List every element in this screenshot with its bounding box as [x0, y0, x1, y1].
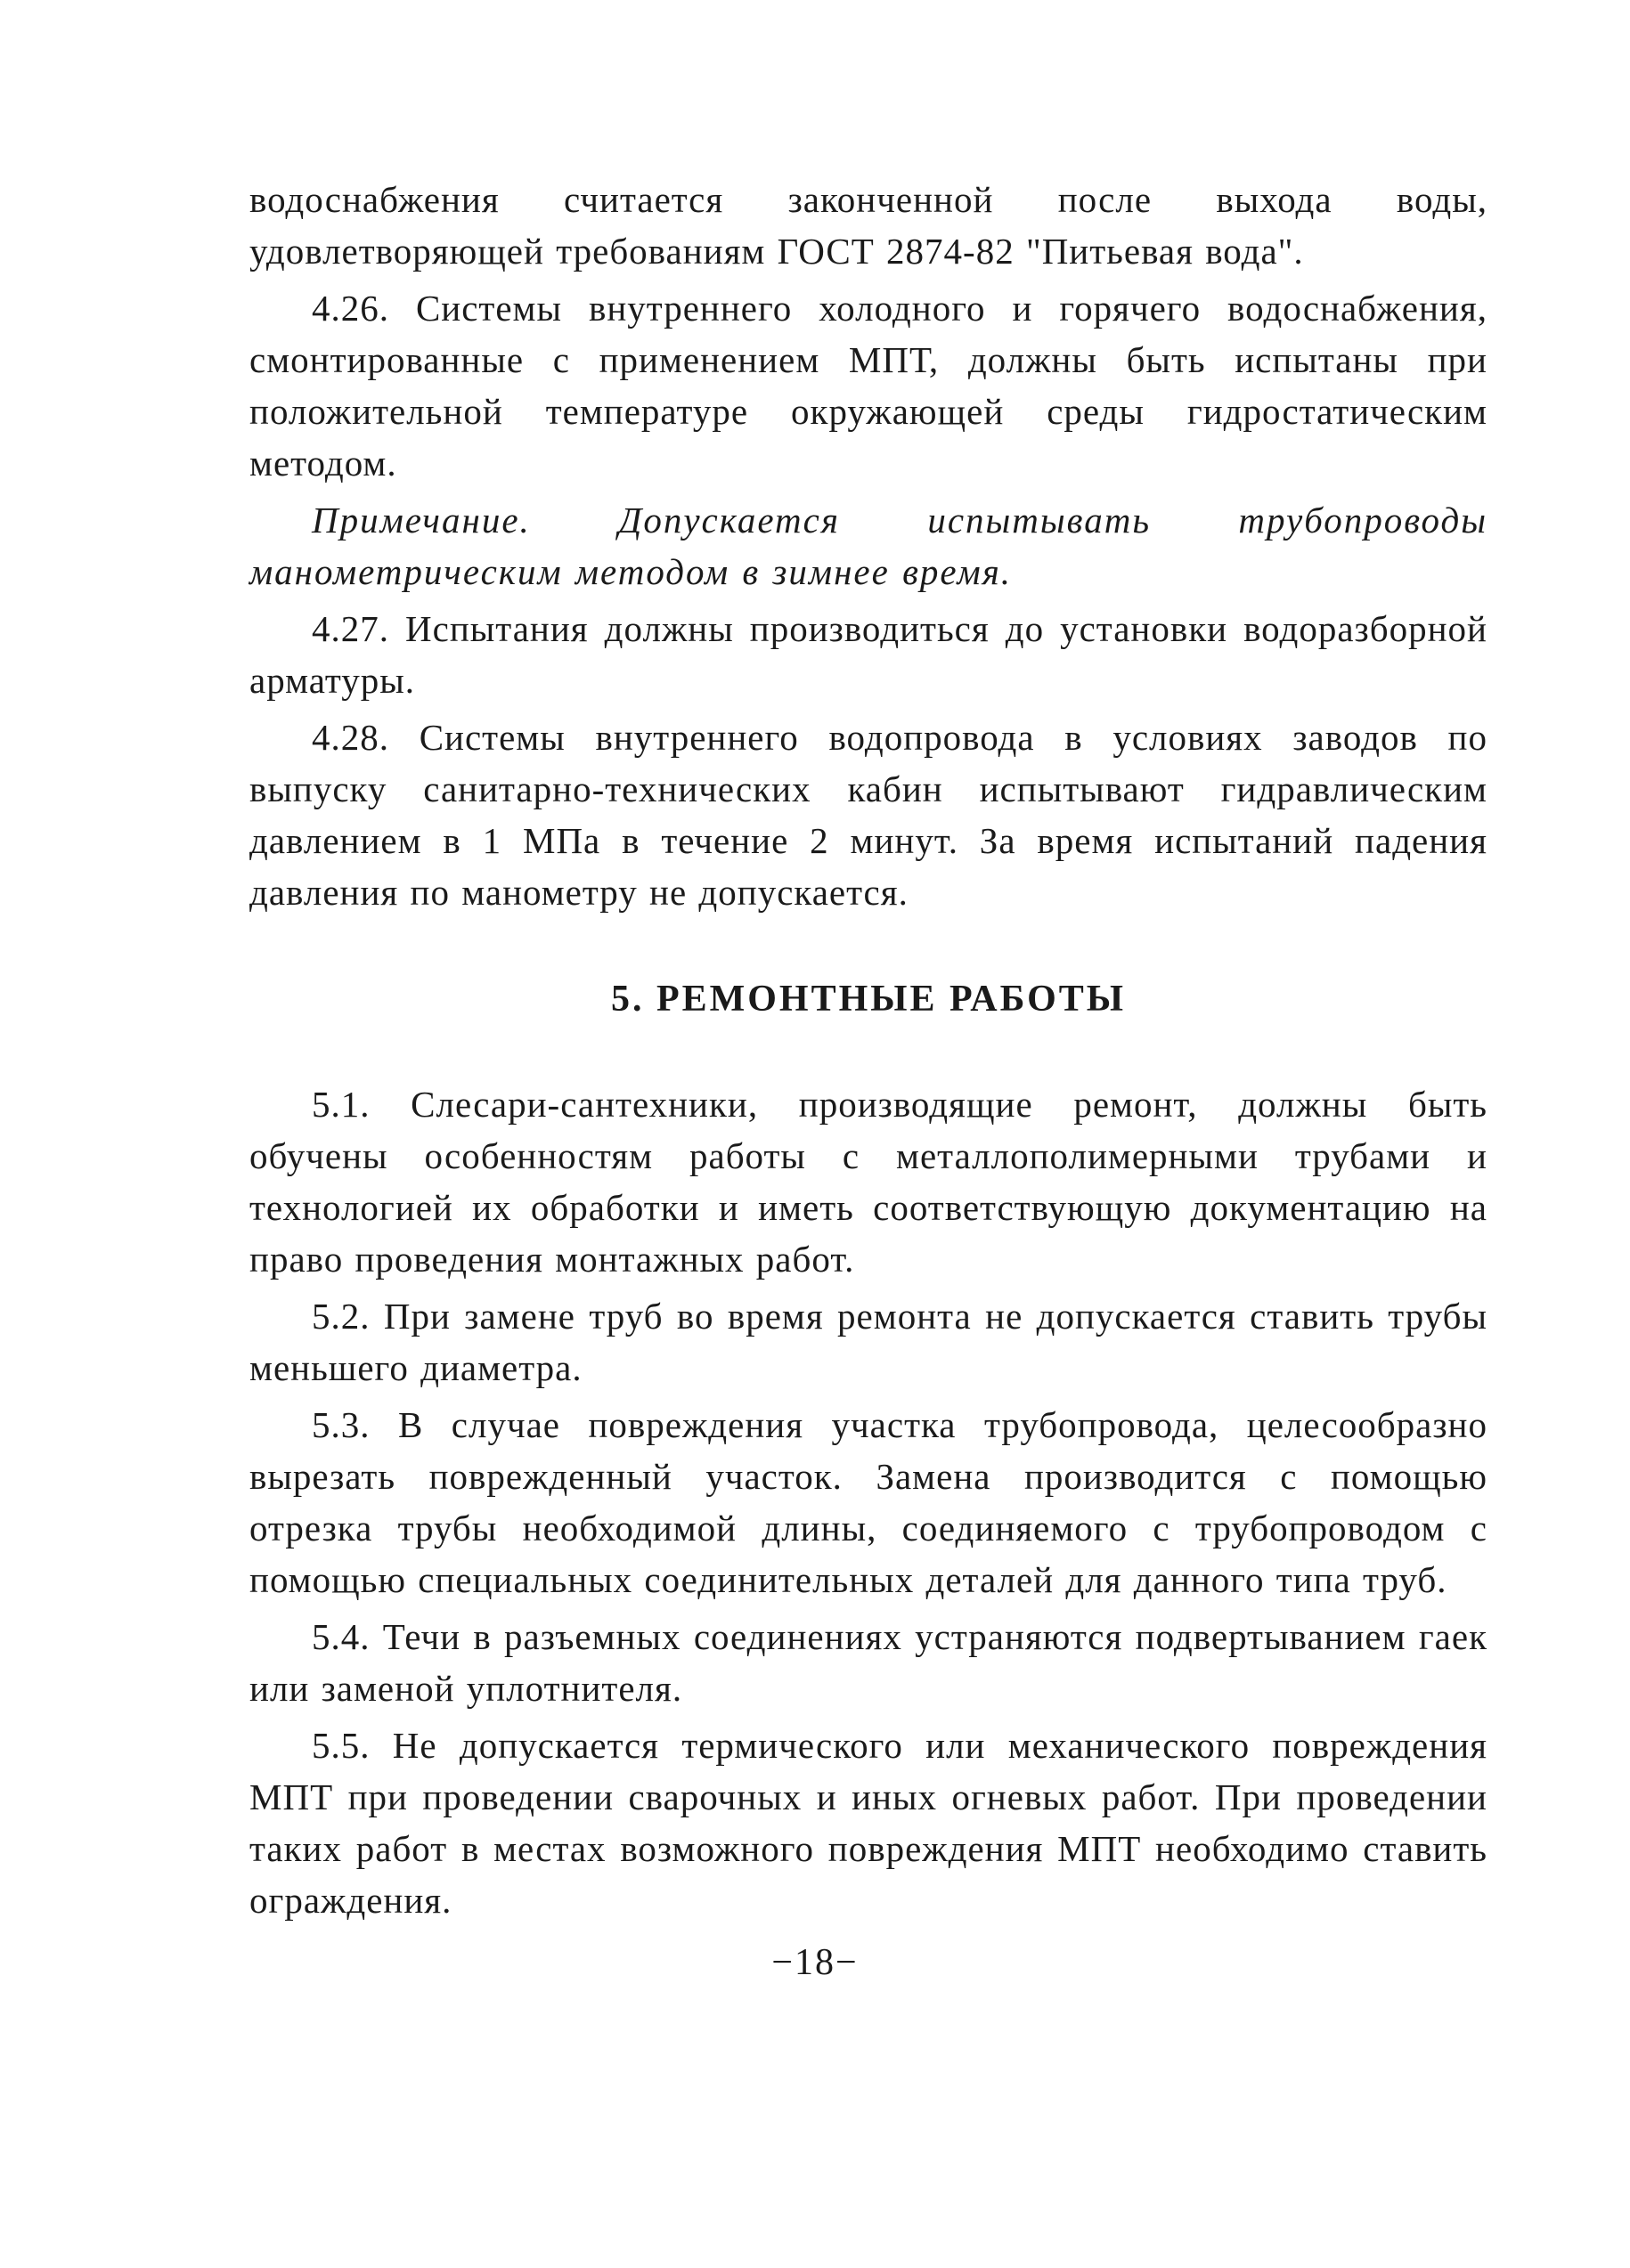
paragraph-5-4: 5.4. Течи в разъемных соединениях устраняются подвертыванием гаек или заменой уплотнителя.	[249, 1616, 1487, 1709]
document-page	[249, 174, 1487, 1931]
section-heading: 5. РЕМОНТНЫЕ РАБОТЫ	[610, 979, 1127, 1020]
page-number: −18−	[771, 1942, 859, 1983]
paragraph-4-27: 4.27. Испытания должны производиться до установки водоразборной арматуры.	[249, 608, 1487, 701]
paragraph-5-2: 5.2. При замене труб во время ремонта не допускается ставить трубы меньшего диаметра.	[249, 1296, 1487, 1388]
paragraph-note: Примечание. Допускается испытывать трубопроводы манометрическим методом в зимнее время.	[249, 500, 1487, 592]
paragraph-4-26: 4.26. Системы внутреннего холодного и горячего водоснабжения, смонтированные с применением МПТ, должны быть испытаны при положительной температуре окружающей среды гидростатическим методом.	[249, 288, 1487, 484]
paragraph-continuation: водоснабжения считается законченной после выхода воды, удовлетворяющей требованиям ГОСТ 2874-82 "Питьевая вода".	[249, 179, 1487, 272]
paragraph-5-1: 5.1. Слесари-сантехники, производящие ремонт, должны быть обучены особенностям работы с металлополимерными трубами и технологией их обработки и иметь соответствующую документацию на право проведения монтажных работ.	[249, 1084, 1487, 1280]
paragraph-5-3: 5.3. В случае повреждения участка трубопровода, целесообразно вырезать поврежденный участок. Замена производится с помощью отрезка трубы необходимой длины, соединяемого с трубопроводом с помощью специальных соединительных деталей для данного типа труб.	[249, 1404, 1487, 1600]
paragraph-4-28: 4.28. Системы внутреннего водопровода в условиях заводов по выпуску санитарно-технических кабин испытывают гидравлическим давлением в 1 МПа в течение 2 минут. За время испытаний падения давления по манометру не допускается.	[249, 717, 1487, 913]
paragraph-5-5: 5.5. Не допускается термического или механического повреждения МПТ при проведении сварочных и иных огневых работ. При проведении таких работ в местах возможного повреждения МПТ необходимо ставить ограждения.	[249, 1725, 1487, 1921]
